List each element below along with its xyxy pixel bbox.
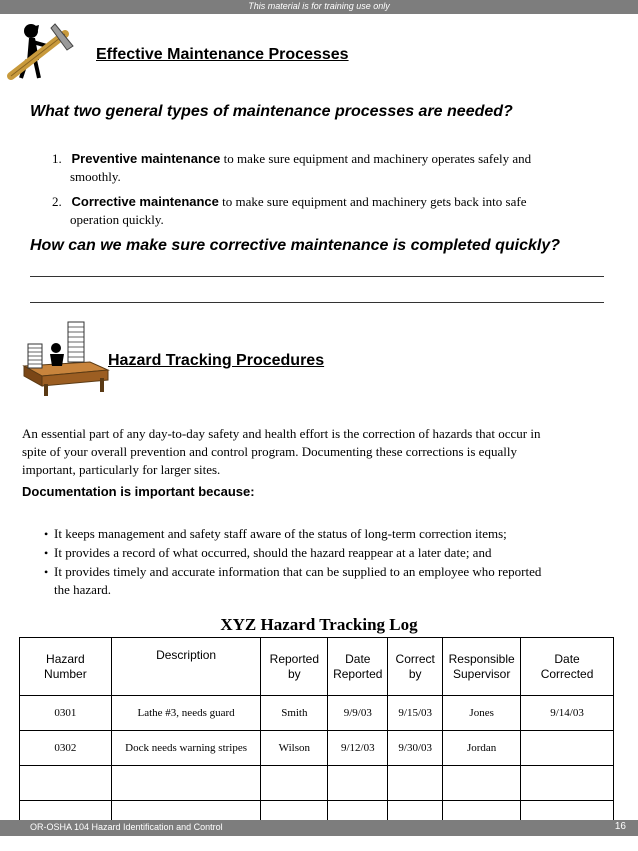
table-cell: Jones bbox=[443, 696, 521, 731]
paragraph-line: spite of your overall prevention and control program. Documenting these corrections is equally bbox=[22, 444, 517, 459]
column-header: Date Reported bbox=[328, 638, 388, 696]
table-cell bbox=[521, 766, 614, 801]
footer-bar bbox=[0, 820, 638, 836]
table-cell: 9/30/03 bbox=[388, 731, 443, 766]
table-cell: Smith bbox=[261, 696, 328, 731]
hammer-worker-icon bbox=[5, 16, 77, 84]
bullet-text: It keeps management and safety staff aware of the status of long-term correction items; bbox=[54, 526, 507, 541]
question-corrective: How can we make sure corrective maintenance is completed quickly? bbox=[30, 237, 560, 254]
page-number: 16 bbox=[614, 821, 626, 832]
table-header-row bbox=[20, 638, 614, 696]
table-cell bbox=[328, 766, 388, 801]
paperwork-desk-icon bbox=[20, 318, 112, 398]
section-title-hazard-tracking: Hazard Tracking Procedures bbox=[108, 352, 325, 369]
list-text-cont: operation quickly. bbox=[70, 212, 164, 227]
table-cell bbox=[443, 766, 521, 801]
bullet-item bbox=[44, 563, 614, 599]
table-cell bbox=[111, 766, 261, 801]
intro-paragraph bbox=[22, 425, 622, 479]
table-row bbox=[20, 696, 614, 731]
bullet-dot: • bbox=[44, 527, 49, 541]
hazard-log-table bbox=[19, 637, 614, 836]
table-cell: 9/9/03 bbox=[328, 696, 388, 731]
bullet-item bbox=[44, 544, 614, 562]
table-cell bbox=[521, 731, 614, 766]
column-header: Responsible Supervisor bbox=[443, 638, 521, 696]
footer-course: OR-OSHA 104 Hazard Identification and Control bbox=[30, 822, 223, 832]
table-cell: 9/15/03 bbox=[388, 696, 443, 731]
table-cell: 9/14/03 bbox=[521, 696, 614, 731]
table-cell bbox=[261, 766, 328, 801]
table-cell: 0302 bbox=[20, 731, 112, 766]
answer-line bbox=[30, 302, 604, 303]
table-cell: Jordan bbox=[443, 731, 521, 766]
column-header: Description bbox=[111, 638, 261, 696]
table-cell bbox=[388, 766, 443, 801]
list-item bbox=[52, 193, 612, 211]
banner-text: This material is for training use only bbox=[248, 1, 390, 11]
column-header: Date Corrected bbox=[521, 638, 614, 696]
column-header: Hazard Number bbox=[20, 638, 112, 696]
column-header: Reported by bbox=[261, 638, 328, 696]
table-cell bbox=[20, 766, 112, 801]
list-number: 2. bbox=[52, 194, 62, 209]
section-title-maintenance: Effective Maintenance Processes bbox=[96, 46, 349, 63]
list-text: to make sure equipment and machinery gets back into safe bbox=[222, 194, 527, 209]
table-cell: Lathe #3, needs guard bbox=[111, 696, 261, 731]
bullet-text: It provides timely and accurate information that can be supplied to an employee who reported bbox=[54, 564, 542, 579]
bullet-text: It provides a record of what occurred, should the hazard reappear at a later date; and bbox=[54, 545, 492, 560]
table-row bbox=[20, 766, 614, 801]
documentation-heading: Documentation is important because: bbox=[22, 484, 255, 499]
table-cell: 0301 bbox=[20, 696, 112, 731]
bullet-dot: • bbox=[44, 546, 49, 560]
list-text-cont: smoothly. bbox=[70, 169, 121, 184]
paragraph-line: An essential part of any day-to-day safety and health effort is the correction of hazards that occur in bbox=[22, 426, 541, 441]
bullet-dot: • bbox=[44, 565, 49, 579]
table-cell: Dock needs warning stripes bbox=[111, 731, 261, 766]
question-maintenance-types: What two general types of maintenance processes are needed? bbox=[30, 103, 513, 120]
log-title: XYZ Hazard Tracking Log bbox=[220, 615, 418, 634]
list-text: to make sure equipment and machinery operates safely and bbox=[223, 151, 532, 166]
bullet-text-cont: the hazard. bbox=[54, 582, 112, 597]
table-cell: Wilson bbox=[261, 731, 328, 766]
top-banner bbox=[0, 0, 638, 14]
answer-line bbox=[30, 276, 604, 277]
bullet-item bbox=[44, 525, 614, 543]
table-cell: 9/12/03 bbox=[328, 731, 388, 766]
list-item bbox=[52, 150, 612, 168]
list-term: Preventive maintenance bbox=[71, 151, 221, 166]
paragraph-line: important, particularly for larger sites. bbox=[22, 462, 221, 477]
column-header: Correct by bbox=[388, 638, 443, 696]
list-number: 1. bbox=[52, 151, 62, 166]
list-term: Corrective maintenance bbox=[71, 194, 219, 209]
table-row bbox=[20, 731, 614, 766]
